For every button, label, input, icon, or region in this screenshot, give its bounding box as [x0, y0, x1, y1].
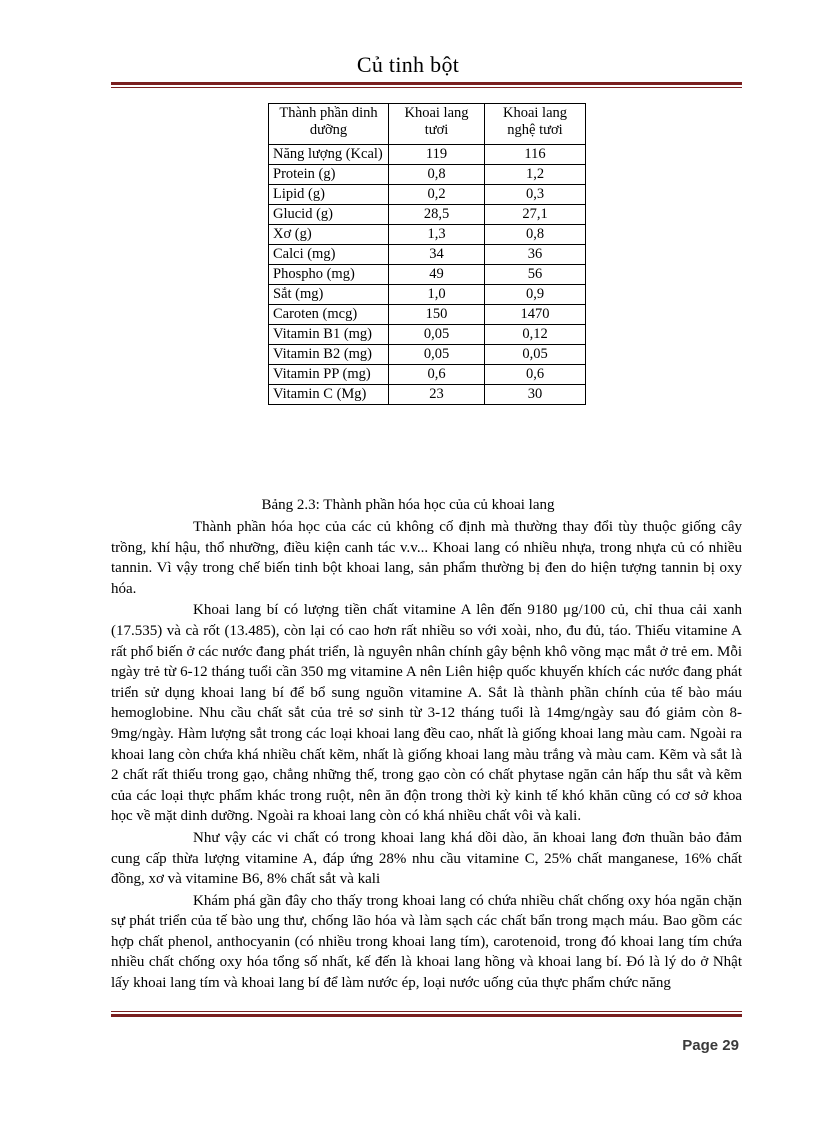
table-cell: 150 [389, 305, 485, 325]
table-header-cell: Khoai lang nghệ tươi [485, 104, 586, 145]
body-text [111, 517, 742, 994]
footer-rule [111, 1011, 742, 1017]
table-cell: 0,8 [389, 165, 485, 185]
table-cell: 30 [485, 385, 586, 405]
table-caption: Bảng 2.3: Thành phần hóa học của củ khoai lang [261, 497, 555, 513]
table-cell: 36 [485, 245, 586, 265]
table-cell: Năng lượng (Kcal) [269, 145, 389, 165]
table-header-cell: Khoai lang tươi [389, 104, 485, 145]
table-cell: 1,3 [389, 225, 485, 245]
table-cell: Vitamin PP (mg) [269, 365, 389, 385]
table-cell: Vitamin C (Mg) [269, 385, 389, 405]
paragraph: Thành phần hóa học của các củ không cố định mà thường thay đổi tùy thuộc giống cây trồng, khí hậu, thổ nhưỡng, điều kiện canh tác v.v... Khoai lang có nhiều nhựa, trong nhựa củ có nhiều tannin. Vì vậy trong chế biến tinh bột khoai lang, sản phẩm thường bị đen do hiện tượng tannin bị oxy hóa. [111, 519, 742, 597]
table-row [269, 165, 586, 185]
table-row [269, 285, 586, 305]
paragraph: Khoai lang bí có lượng tiền chất vitamine A lên đến 9180 μg/100 củ, chỉ thua cải xanh (17.535) và cà rốt (13.485), còn lại có cao hơn rất nhiều so với xoài, nho, đu đủ, táo. Thiếu vitamine A rất phổ biến ở các nước đang phát triển, là nguyên nhân chính gây bệnh khô võng mạc mắt ở trẻ em. Mỗi ngày trẻ từ 6-12 tháng tuổi cần 350 mg vitamine A nên Liên hiệp quốc khuyến khích các nước đang phát triển sử dụng khoai lang bí để bổ sung nguồn vitamine A. Sắt là thành phần chính của tế bào máu hemoglobine. Nhu cầu chất sắt của trẻ sơ sinh từ 3-12 tháng tuổi là 14mg/ngày sau đó giảm còn 8-9mg/ngày. Hàm lượng sắt trong các loại khoai lang đều cao, nhất là giống khoai lang màu cam. Ngoài ra khoai lang còn chứa khá nhiều chất kẽm, nhất là giống khoai lang màu trắng và màu cam. Kẽm và sắt là 2 chất rất thiếu trong gạo, chẳng những thế, trong gạo còn có chất phytase ngăn cản hấp thu sắt và kẽm của các loại thực phẩm khác trong ruột, nên ăn độn trong thời kỳ kinh tế khó khăn cũng có cơ sở khoa học về mặt dinh dưỡng. Ngoài ra khoai lang còn có khá nhiều chất vôi và kali. [111, 602, 742, 825]
table-cell: 1470 [485, 305, 586, 325]
table-cell: 0,05 [389, 325, 485, 345]
table-cell: 28,5 [389, 205, 485, 225]
table-row [269, 185, 586, 205]
table-header-cell: Thành phần dinh dưỡng [269, 104, 389, 145]
table-cell: 0,8 [485, 225, 586, 245]
table-cell: 34 [389, 245, 485, 265]
paragraph: Khám phá gần đây cho thấy trong khoai lang có chứa nhiều chất chống oxy hóa ngăn chặn sự phát triển của tế bào ung thư, chống lão hóa và làm sạch các chất bẩn trong mạch máu. Bao gồm các hợp chất phenol, anthocyanin (có nhiều trong khoai lang tím), carotenoid, trong đó khoai lang tím chứa nhiều chất chống oxy hóa tổng số nhất, kế đến là khoai lang hồng và khoai lang bí. Đó là lý do ở Nhật lấy khoai lang tím và khoai lang bí để làm nước ép, loại nước uống của thực phẩm chức năng [111, 892, 742, 992]
table-cell: 0,3 [485, 185, 586, 205]
table-cell: Caroten (mcg) [269, 305, 389, 325]
nutrition-table [268, 103, 586, 405]
table-row [269, 345, 586, 365]
table-cell: 119 [389, 145, 485, 165]
table-row [269, 265, 586, 285]
paragraph: Như vậy các vi chất có trong khoai lang khá dồi dào, ăn khoai lang đơn thuần bảo đảm cung cấp thừa lượng vitamine A, đáp ứng 28% nhu cầu vitamine C, 25% chất manganese, 16% chất đồng, xơ và vitamine B6, 8% chất sắt và kali [111, 829, 742, 888]
table-cell: Glucid (g) [269, 205, 389, 225]
header-rule [111, 82, 742, 88]
table-cell: 0,05 [389, 345, 485, 365]
table-row [269, 325, 586, 345]
table-cell: 116 [485, 145, 586, 165]
table-cell: Vitamin B1 (mg) [269, 325, 389, 345]
table-cell: Vitamin B2 (mg) [269, 345, 389, 365]
table-cell: 56 [485, 265, 586, 285]
table-cell: 23 [389, 385, 485, 405]
table-cell: 0,2 [389, 185, 485, 205]
table-cell: 27,1 [485, 205, 586, 225]
table-row [269, 365, 586, 385]
table-row [269, 305, 586, 325]
table-cell: Lipid (g) [269, 185, 389, 205]
table-row [269, 385, 586, 405]
table-cell: 0,05 [485, 345, 586, 365]
table-row [269, 145, 586, 165]
table-row [269, 225, 586, 245]
table-cell: Sắt (mg) [269, 285, 389, 305]
table-cell: 0,9 [485, 285, 586, 305]
table-cell: Phospho (mg) [269, 265, 389, 285]
page-header-title: Củ tinh bột [356, 52, 460, 77]
table-cell: 1,2 [485, 165, 586, 185]
table-header-row [269, 104, 586, 145]
table-cell: 0,6 [485, 365, 586, 385]
table-cell: 0,12 [485, 325, 586, 345]
table-cell: 49 [389, 265, 485, 285]
table-row [269, 245, 586, 265]
table-cell: Calci (mg) [269, 245, 389, 265]
table-cell: 0,6 [389, 365, 485, 385]
page-number: Page 29 [682, 1037, 739, 1054]
table-cell: Protein (g) [269, 165, 389, 185]
table-cell: 1,0 [389, 285, 485, 305]
table-row [269, 205, 586, 225]
table-cell: Xơ (g) [269, 225, 389, 245]
